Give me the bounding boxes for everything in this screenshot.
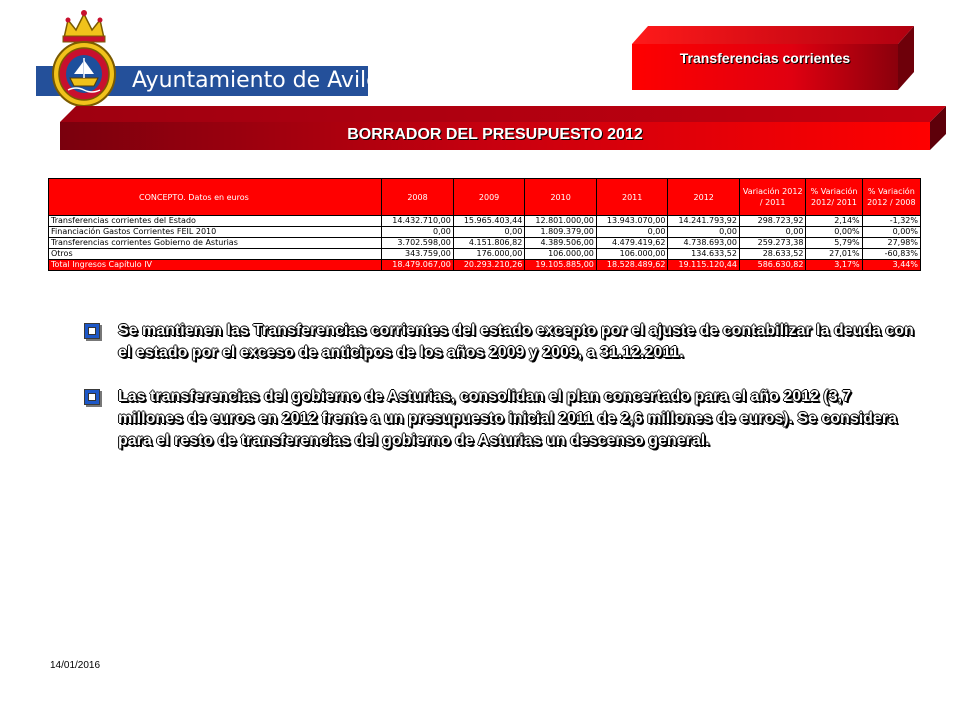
table-cell: 4.389.506,00 <box>525 238 597 249</box>
column-header: 2011 <box>596 179 668 216</box>
table-cell: 27,98% <box>862 238 920 249</box>
table-row <box>49 216 921 227</box>
slide-date: 14/01/2016 <box>50 660 101 671</box>
table-cell: 106.000,00 <box>525 249 597 260</box>
page-title: BORRADOR DEL PRESUPUESTO 2012 <box>347 126 643 143</box>
bullet-text: Las transferencias del gobierno de Asturias, consolidan el plan concertado para el año 2012 (3,7 millones de euros en 2012 frente a un presupuesto inicial 2011 de 2,6 millones de euros). Se considera para el resto de transferencias del gobierno de Asturias un descenso general. <box>118 388 897 449</box>
table-cell: 3.702.598,00 <box>382 238 454 249</box>
table-cell: 0,00 <box>382 227 454 238</box>
row-label: Financiación Gastos Corrientes FEIL 2010 <box>49 227 382 238</box>
table-cell: 0,00 <box>739 227 805 238</box>
column-header: 2009 <box>453 179 525 216</box>
section-tab-title: Transferencias corrientes <box>679 50 851 66</box>
table-cell: 134.633,52 <box>668 249 740 260</box>
checkbox-bullet-icon <box>84 323 100 339</box>
row-label: Otros <box>49 249 382 260</box>
table-cell: 0,00% <box>862 227 920 238</box>
table-cell: 3,17% <box>806 260 862 271</box>
table-cell: 3,44% <box>862 260 920 271</box>
column-header: Variación 2012 / 2011 <box>739 179 805 216</box>
column-header: % Variación 2012/ 2011 <box>806 179 862 216</box>
section-tab <box>632 26 914 90</box>
table-cell: 106.000,00 <box>596 249 668 260</box>
table-cell: 0,00 <box>668 227 740 238</box>
table-cell: 18.528.489,62 <box>596 260 668 271</box>
table-cell: 27,01% <box>806 249 862 260</box>
checkbox-bullet-icon <box>84 389 100 405</box>
bullet-list <box>84 320 914 474</box>
title-banner <box>60 106 946 150</box>
table-cell: -1,32% <box>862 216 920 227</box>
table-row <box>49 238 921 249</box>
table-cell: 5,79% <box>806 238 862 249</box>
table-cell: 28.633,52 <box>739 249 805 260</box>
table-cell: 2,14% <box>806 216 862 227</box>
table-total-row <box>49 260 921 271</box>
transfers-table <box>48 178 921 271</box>
column-header: 2008 <box>382 179 454 216</box>
table-cell: 586.630,82 <box>739 260 805 271</box>
table-cell: 4.738.693,00 <box>668 238 740 249</box>
table-cell: 298.723,92 <box>739 216 805 227</box>
table-cell: 0,00 <box>453 227 525 238</box>
table-cell: 1.809.379,00 <box>525 227 597 238</box>
row-label: Total Ingresos Capítulo IV <box>49 260 382 271</box>
column-header: % Variación 2012 / 2008 <box>862 179 920 216</box>
table-cell: -60,83% <box>862 249 920 260</box>
logo-text: Ayuntamiento de Avilés <box>132 68 392 93</box>
table-cell: 19.105.885,00 <box>525 260 597 271</box>
table-cell: 14.241.793,92 <box>668 216 740 227</box>
row-label: Transferencias corrientes Gobierno de Asturias <box>49 238 382 249</box>
column-header: 2012 <box>668 179 740 216</box>
table-header-row <box>49 179 921 216</box>
table-cell: 4.151.806,82 <box>453 238 525 249</box>
table-cell: 343.759,00 <box>382 249 454 260</box>
table-cell: 14.432.710,00 <box>382 216 454 227</box>
column-header: CONCEPTO. Datos en euros <box>49 179 382 216</box>
list-item <box>84 386 914 452</box>
logo <box>36 8 392 108</box>
table-cell: 13.943.070,00 <box>596 216 668 227</box>
table-cell: 4.479.419,62 <box>596 238 668 249</box>
row-label: Transferencias corrientes del Estado <box>49 216 382 227</box>
table-cell: 176.000,00 <box>453 249 525 260</box>
table-cell: 18.479.067,00 <box>382 260 454 271</box>
column-header: 2010 <box>525 179 597 216</box>
table-cell: 0,00 <box>596 227 668 238</box>
bullet-text: Se mantienen las Transferencias corrientes del estado excepto por el ajuste de contabilizar la deuda con el estado por el exceso de anticipos de los años 2009 y 2009, a 31.12.2011. <box>118 322 914 361</box>
table-cell: 19.115.120,44 <box>668 260 740 271</box>
table-cell: 15.965.403,44 <box>453 216 525 227</box>
table-row <box>49 227 921 238</box>
table-cell: 12.801.000,00 <box>525 216 597 227</box>
list-item <box>84 320 914 364</box>
table-row <box>49 249 921 260</box>
table-cell: 20.293.210,26 <box>453 260 525 271</box>
table-cell: 0,00% <box>806 227 862 238</box>
coat-of-arms-icon <box>46 8 122 108</box>
table-cell: 259.273,38 <box>739 238 805 249</box>
